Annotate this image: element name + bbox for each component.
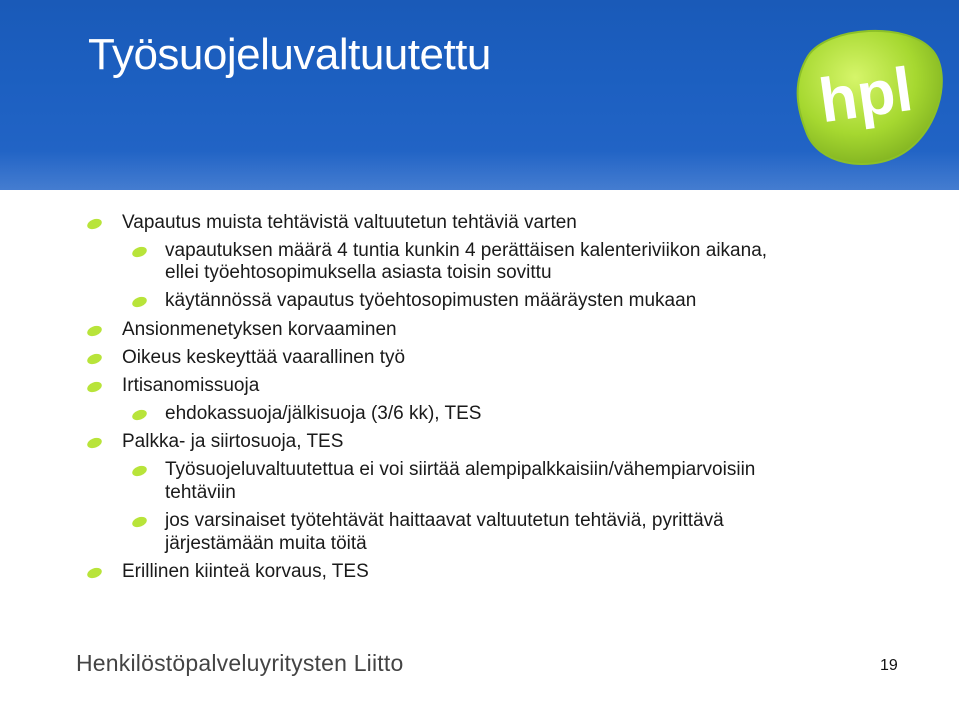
bullet-item: Palkka- ja siirtosuoja, TES [122, 431, 344, 452]
leaf-bullet-icon [131, 465, 148, 477]
leaf-bullet-icon [86, 218, 103, 230]
leaf-bullet-icon [131, 296, 148, 308]
leaf-bullet-icon [86, 325, 103, 337]
leaf-bullet-icon [131, 516, 148, 528]
sub-bullet-item: käytännössä vapautus työehtosopimusten määräysten mukaan [165, 290, 697, 311]
sub-bullet-item-continuation: tehtäviin [165, 482, 236, 503]
sub-bullet-item-continuation: ellei työehtosopimuksella asiasta toisin sovittu [165, 262, 552, 283]
sub-bullet-item: vapautuksen määrä 4 tuntia kunkin 4 perättäisen kalenteriviikon aikana, [165, 240, 768, 261]
sub-bullet-item-continuation: järjestämään muita töitä [165, 533, 367, 554]
leaf-bullet-icon [86, 353, 103, 365]
sub-bullet-item: jos varsinaiset työtehtävät haittaavat valtuutetun tehtäviä, pyrittävä [165, 510, 724, 531]
footer-organization: Henkilöstöpalveluyritysten Liitto [76, 650, 404, 676]
leaf-bullet-icon [131, 246, 148, 258]
leaf-bullet-icon [86, 381, 103, 393]
leaf-bullet-icon [131, 409, 148, 421]
bullet-item: Ansionmenetyksen korvaaminen [122, 319, 397, 340]
slide-title: Työsuojeluvaltuutettu [88, 30, 491, 79]
page-number: 19 [880, 657, 898, 674]
hpl-logo [788, 16, 948, 176]
sub-bullet-item: Työsuojeluvaltuutettua ei voi siirtää alempipalkkaisiin/vähempiarvoisiin [165, 459, 756, 480]
bullet-item: Vapautus muista tehtävistä valtuutetun tehtäviä varten [122, 212, 577, 233]
sub-bullet-item: ehdokassuoja/jälkisuoja (3/6 kk), TES [165, 403, 482, 424]
leaf-bullet-icon [86, 437, 103, 449]
bullet-item: Oikeus keskeyttää vaarallinen työ [122, 347, 406, 368]
leaf-bullet-icon [86, 567, 103, 579]
header-banner [0, 0, 959, 190]
bullet-item: Irtisanomissuoja [122, 375, 260, 396]
bullet-item: Erillinen kiinteä korvaus, TES [122, 561, 369, 582]
logo-text: hpl [815, 55, 917, 137]
